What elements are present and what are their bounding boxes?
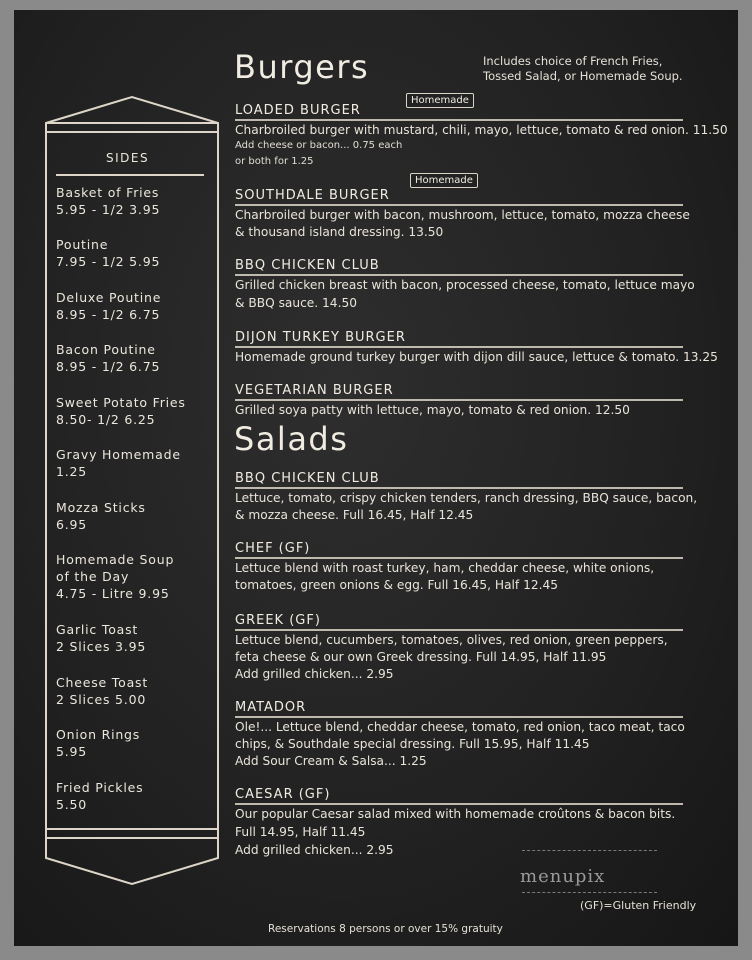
burger-name: DIJON TURKEY BURGER — [235, 330, 406, 345]
item-underline — [235, 204, 683, 206]
item-underline — [235, 557, 683, 559]
item-underline — [235, 716, 683, 718]
item-underline — [235, 274, 683, 276]
item-underline — [235, 803, 683, 805]
watermark-rule — [522, 850, 657, 851]
burger-desc: & thousand island dressing. 13.50 — [235, 225, 444, 239]
burger-desc: Homemade ground turkey burger with dijon dill sauce, lettuce & tomato. 13.25 — [235, 350, 718, 364]
burger-desc: Grilled soya patty with lettuce, mayo, tomato & red onion. 12.50 — [235, 403, 630, 417]
side-item-name: Basket of Fries — [56, 185, 160, 200]
salad-desc: Lettuce, tomato, crispy chicken tenders, ranch dressing, BBQ sauce, bacon, — [235, 491, 698, 505]
side-item-name: Garlic Toast — [56, 622, 139, 637]
side-item-price: 8.95 - 1/2 6.75 — [56, 359, 161, 374]
side-item-name: Homemade Soup — [56, 552, 175, 567]
salad-desc: Lettuce blend with roast turkey, ham, cheddar cheese, white onions, — [235, 561, 655, 575]
side-item-price: 8.50- 1/2 6.25 — [56, 412, 156, 427]
side-item-name: Onion Rings — [56, 727, 141, 742]
salad-name: BBQ CHICKEN CLUB — [235, 471, 380, 486]
burgers-intro — [483, 54, 683, 84]
item-underline — [235, 629, 683, 631]
burger-name: SOUTHDALE BURGER — [235, 188, 390, 203]
item-underline — [235, 119, 683, 121]
side-item-price: 6.95 — [56, 517, 88, 532]
salad-desc: Lettuce blend, cucumbers, tomatoes, olives, red onion, green peppers, — [235, 633, 668, 647]
burger-name: VEGETARIAN BURGER — [235, 383, 394, 398]
burgers-title: Burgers — [234, 48, 370, 86]
burger-desc: & BBQ sauce. 14.50 — [235, 296, 357, 310]
side-item-price: 8.95 - 1/2 6.75 — [56, 307, 161, 322]
salad-addon: Add Sour Cream & Salsa... 1.25 — [235, 754, 427, 768]
salad-desc: tomatoes, green onions & egg. Full 16.45, Half 12.45 — [235, 578, 558, 592]
side-item — [56, 289, 161, 323]
salad-name: CHEF (GF) — [235, 541, 311, 556]
side-item-name: Deluxe Poutine — [56, 290, 162, 305]
side-item-price: 4.75 - Litre 9.95 — [56, 586, 170, 601]
burger-desc: Grilled chicken breast with bacon, processed cheese, tomato, lettuce mayo — [235, 278, 695, 292]
side-item — [56, 236, 160, 270]
salad-name: GREEK (GF) — [235, 613, 321, 628]
salad-name: CAESAR (GF) — [235, 787, 331, 802]
item-underline — [235, 487, 683, 489]
item-underline — [235, 399, 683, 401]
side-item-price: 5.95 - 1/2 3.95 — [56, 202, 161, 217]
side-item — [56, 726, 140, 760]
homemade-badge: Homemade — [410, 173, 478, 188]
salad-desc: feta cheese & our own Greek dressing. Full 14.95, Half 11.95 — [235, 650, 607, 664]
burgers-intro-line1: Includes choice of French Fries, — [483, 54, 663, 68]
side-item-price: 7.95 - 1/2 5.95 — [56, 254, 161, 269]
salad-desc: Our popular Caesar salad mixed with homemade croûtons & bacon bits. — [235, 807, 676, 821]
gf-note: (GF)=Gluten Friendly — [580, 899, 697, 912]
side-item — [56, 499, 146, 533]
salad-addon: Add grilled chicken... 2.95 — [235, 843, 394, 857]
salad-desc: chips, & Southdale special dressing. Full 15.95, Half 11.45 — [235, 737, 590, 751]
side-item-name: Mozza Sticks — [56, 500, 146, 515]
side-item-name: Fried Pickles — [56, 780, 144, 795]
item-underline — [235, 346, 683, 348]
side-item — [56, 394, 186, 428]
side-item — [56, 184, 160, 218]
side-item-price: 5.50 — [56, 797, 88, 812]
burger-desc: Charbroiled burger with bacon, mushroom, lettuce, tomato, mozza cheese — [235, 208, 690, 222]
side-item-name: Poutine — [56, 237, 109, 252]
side-item — [56, 621, 146, 655]
side-item-price: 2 Slices 5.00 — [56, 692, 147, 707]
sides-title-divider — [56, 174, 204, 176]
sides-title: SIDES — [106, 151, 150, 165]
side-item-name-line2: of the Day — [56, 569, 130, 584]
side-item-price: 1.25 — [56, 464, 88, 479]
reservations-note: Reservations 8 persons or over 15% gratuity — [268, 923, 503, 935]
side-item-price: 2 Slices 3.95 — [56, 639, 147, 654]
side-item-name: Cheese Toast — [56, 675, 149, 690]
salad-desc: & mozza cheese. Full 16.45, Half 12.45 — [235, 508, 474, 522]
salad-name: MATADOR — [235, 700, 307, 715]
side-item-price: 5.95 — [56, 744, 88, 759]
burger-desc: Charbroiled burger with mustard, chili, mayo, lettuce, tomato & red onion. 11.50 — [235, 123, 728, 137]
side-item — [56, 674, 148, 708]
homemade-badge: Homemade — [406, 93, 474, 108]
side-item — [56, 779, 143, 813]
chalkboard-menu — [14, 10, 738, 946]
burger-extra: Add cheese or bacon... 0.75 each — [235, 140, 403, 151]
menupix-watermark: menupix — [520, 866, 606, 887]
burgers-intro-line2: Tossed Salad, or Homemade Soup. — [483, 69, 683, 83]
salad-desc: Ole!... Lettuce blend, cheddar cheese, tomato, red onion, taco meat, taco — [235, 720, 685, 734]
side-item — [56, 551, 174, 602]
salad-desc: Full 14.95, Half 11.45 — [235, 825, 366, 839]
burger-name: BBQ CHICKEN CLUB — [235, 258, 380, 273]
side-item — [56, 446, 181, 480]
burger-extra: or both for 1.25 — [235, 156, 314, 167]
salad-addon: Add grilled chicken... 2.95 — [235, 667, 394, 681]
side-item — [56, 341, 160, 375]
watermark-rule — [522, 892, 657, 893]
side-item-name: Sweet Potato Fries — [56, 395, 186, 410]
side-item-name: Bacon Poutine — [56, 342, 156, 357]
salads-title: Salads — [234, 420, 349, 458]
burger-name: LOADED BURGER — [235, 103, 361, 118]
side-item-name: Gravy Homemade — [56, 447, 181, 462]
